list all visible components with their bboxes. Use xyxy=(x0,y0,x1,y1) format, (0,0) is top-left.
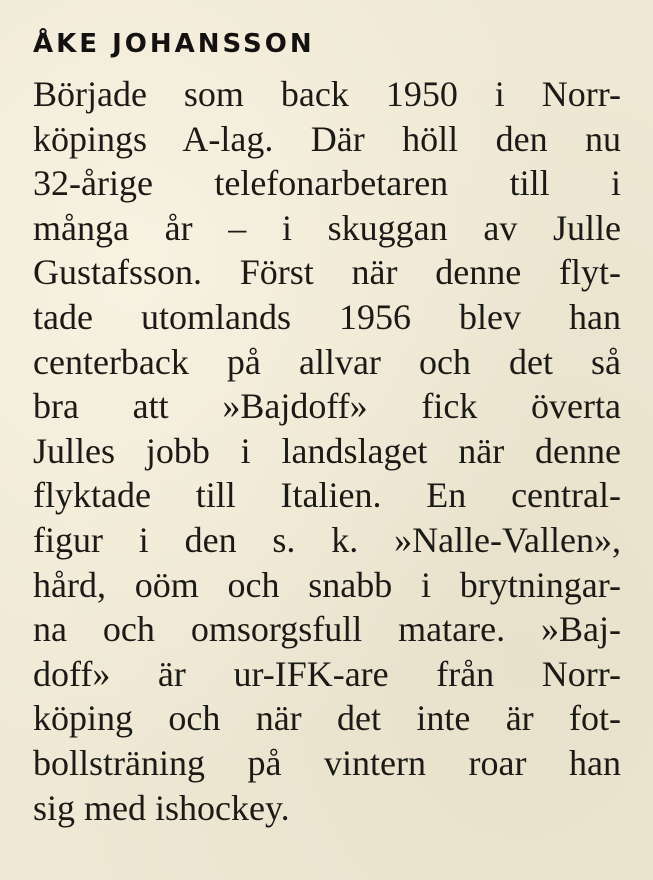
body-line: Julles jobb i landslaget när denne xyxy=(33,430,621,471)
player-profile-article xyxy=(33,26,621,830)
body-line: köpings A-lag. Där höll den nu xyxy=(33,118,621,159)
body-line: flyktade till Italien. En central- xyxy=(33,475,621,516)
body-line: sig med ishockey. xyxy=(33,787,290,828)
body-line: hård, oöm och snabb i brytningar- xyxy=(33,564,621,605)
body-line: figur i den s. k. »Nalle-Vallen», xyxy=(33,519,621,560)
body-line: tade utomlands 1956 blev han xyxy=(33,296,621,337)
player-name-heading: ÅKE JOHANSSON xyxy=(33,29,315,59)
body-line: bollsträning på vintern roar han xyxy=(33,742,621,783)
body-line: Började som back 1950 i Norr- xyxy=(33,74,621,114)
body-line: många år – i skuggan av Julle xyxy=(33,207,621,248)
body-line: köping och när det inte är fot- xyxy=(33,698,621,739)
body-line: bra att »Bajdoff» fick överta xyxy=(33,386,621,427)
body-line: doff» är ur-IFK-are från Norr- xyxy=(33,653,621,694)
body-line: 32-årige telefonarbetaren till i xyxy=(33,163,621,204)
body-line: centerback på allvar och det så xyxy=(33,341,621,382)
body-line: Gustafsson. Först när denne flyt- xyxy=(33,252,621,293)
article-body xyxy=(33,72,621,830)
body-line: na och omsorgsfull matare. »Baj- xyxy=(33,609,621,650)
